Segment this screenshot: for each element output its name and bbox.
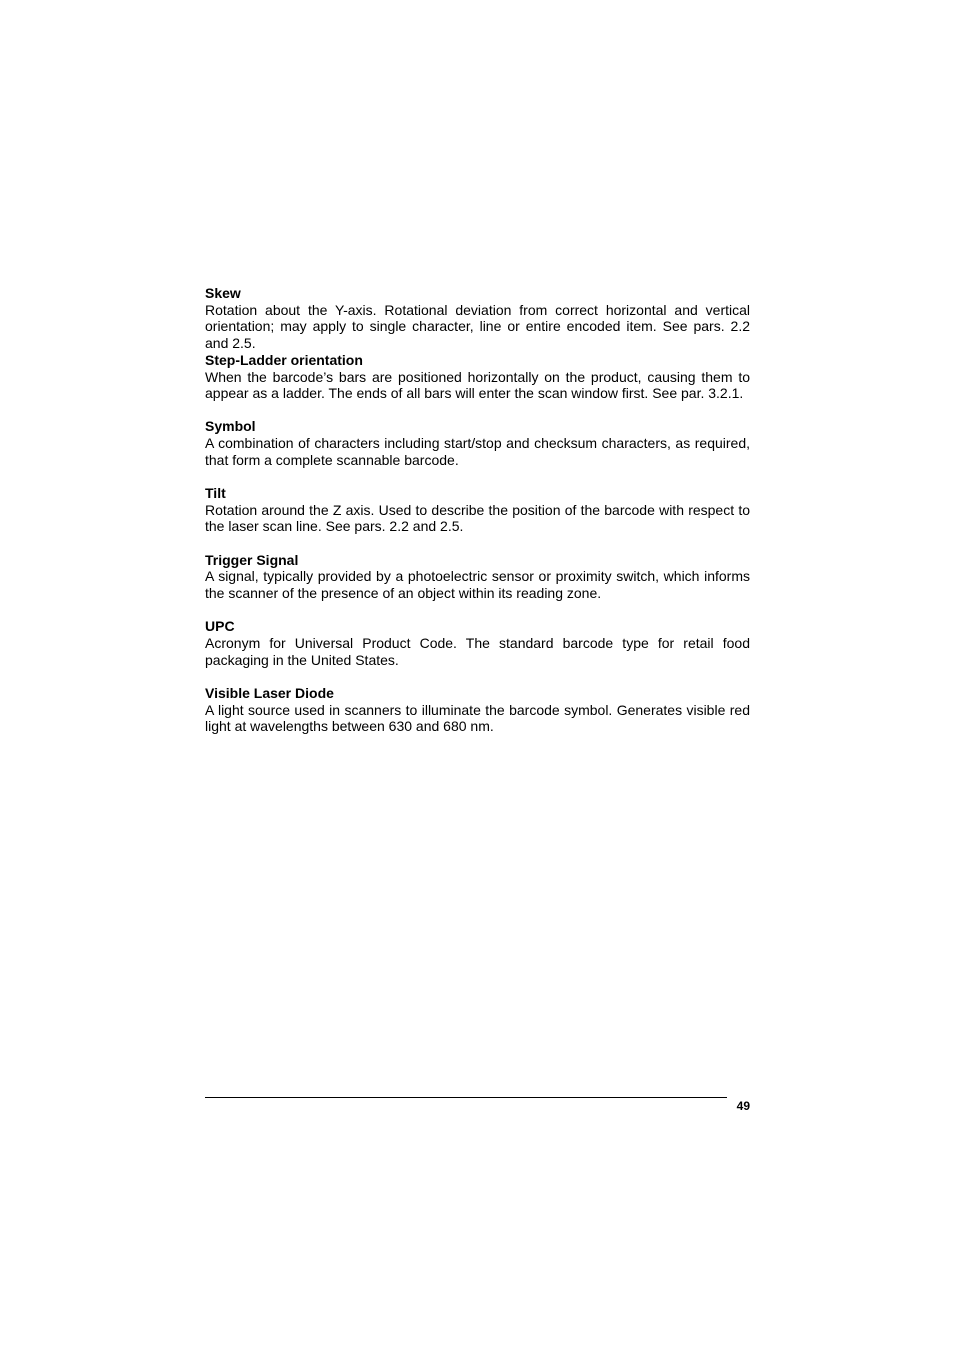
glossary-entry-skew: [205, 285, 750, 352]
glossary-definition: A combination of characters including start/stop and checksum characters, as required, that form a complete scannable barcode.: [205, 435, 750, 468]
page-number: 49: [736, 1099, 750, 1113]
glossary-term: Symbol: [205, 418, 256, 435]
glossary-entry-upc: [205, 618, 750, 668]
glossary-term: Trigger Signal: [205, 551, 299, 568]
glossary-term: UPC: [205, 618, 235, 635]
glossary-definition: Rotation about the Y-axis. Rotational deviation from correct horizontal and vertical orientation; may apply to single character, line or entire encoded item. See pars. 2.2 and 2.5.: [205, 301, 750, 352]
glossary-term: Step-Ladder orientation: [205, 351, 363, 368]
glossary-term: Skew: [205, 285, 241, 301]
glossary-entry-trigger-signal: [205, 552, 750, 602]
glossary-term: Tilt: [205, 485, 226, 502]
glossary-definition: A light source used in scanners to illuminate the barcode symbol. Generates visible red light at wavelengths between 630 and 680 nm.: [205, 701, 750, 735]
glossary-entry-step-ladder: [205, 352, 750, 402]
glossary-definition: Rotation around the Z axis. Used to describe the position of the barcode with respect to the laser scan line. See pars. 2.2 and 2.5.: [205, 501, 750, 535]
glossary-entry-symbol: [205, 418, 750, 468]
glossary-content: [205, 285, 750, 735]
footer-divider: [205, 1097, 727, 1098]
glossary-entry-visible-laser-diode: [205, 685, 750, 735]
glossary-definition: Acronym for Universal Product Code. The standard barcode type for retail food packaging in the United States.: [205, 634, 750, 668]
glossary-definition: When the barcode’s bars are positioned horizontally on the product, causing them to appear as a ladder. The ends of all bars will enter the scan window first. See par. 3.2.1.: [205, 368, 750, 402]
glossary-entry-tilt: [205, 485, 750, 535]
glossary-definition: A signal, typically provided by a photoelectric sensor or proximity switch, which informs the scanner of the presence of an object within its reading zone.: [205, 568, 750, 602]
glossary-term: Visible Laser Diode: [205, 684, 334, 701]
